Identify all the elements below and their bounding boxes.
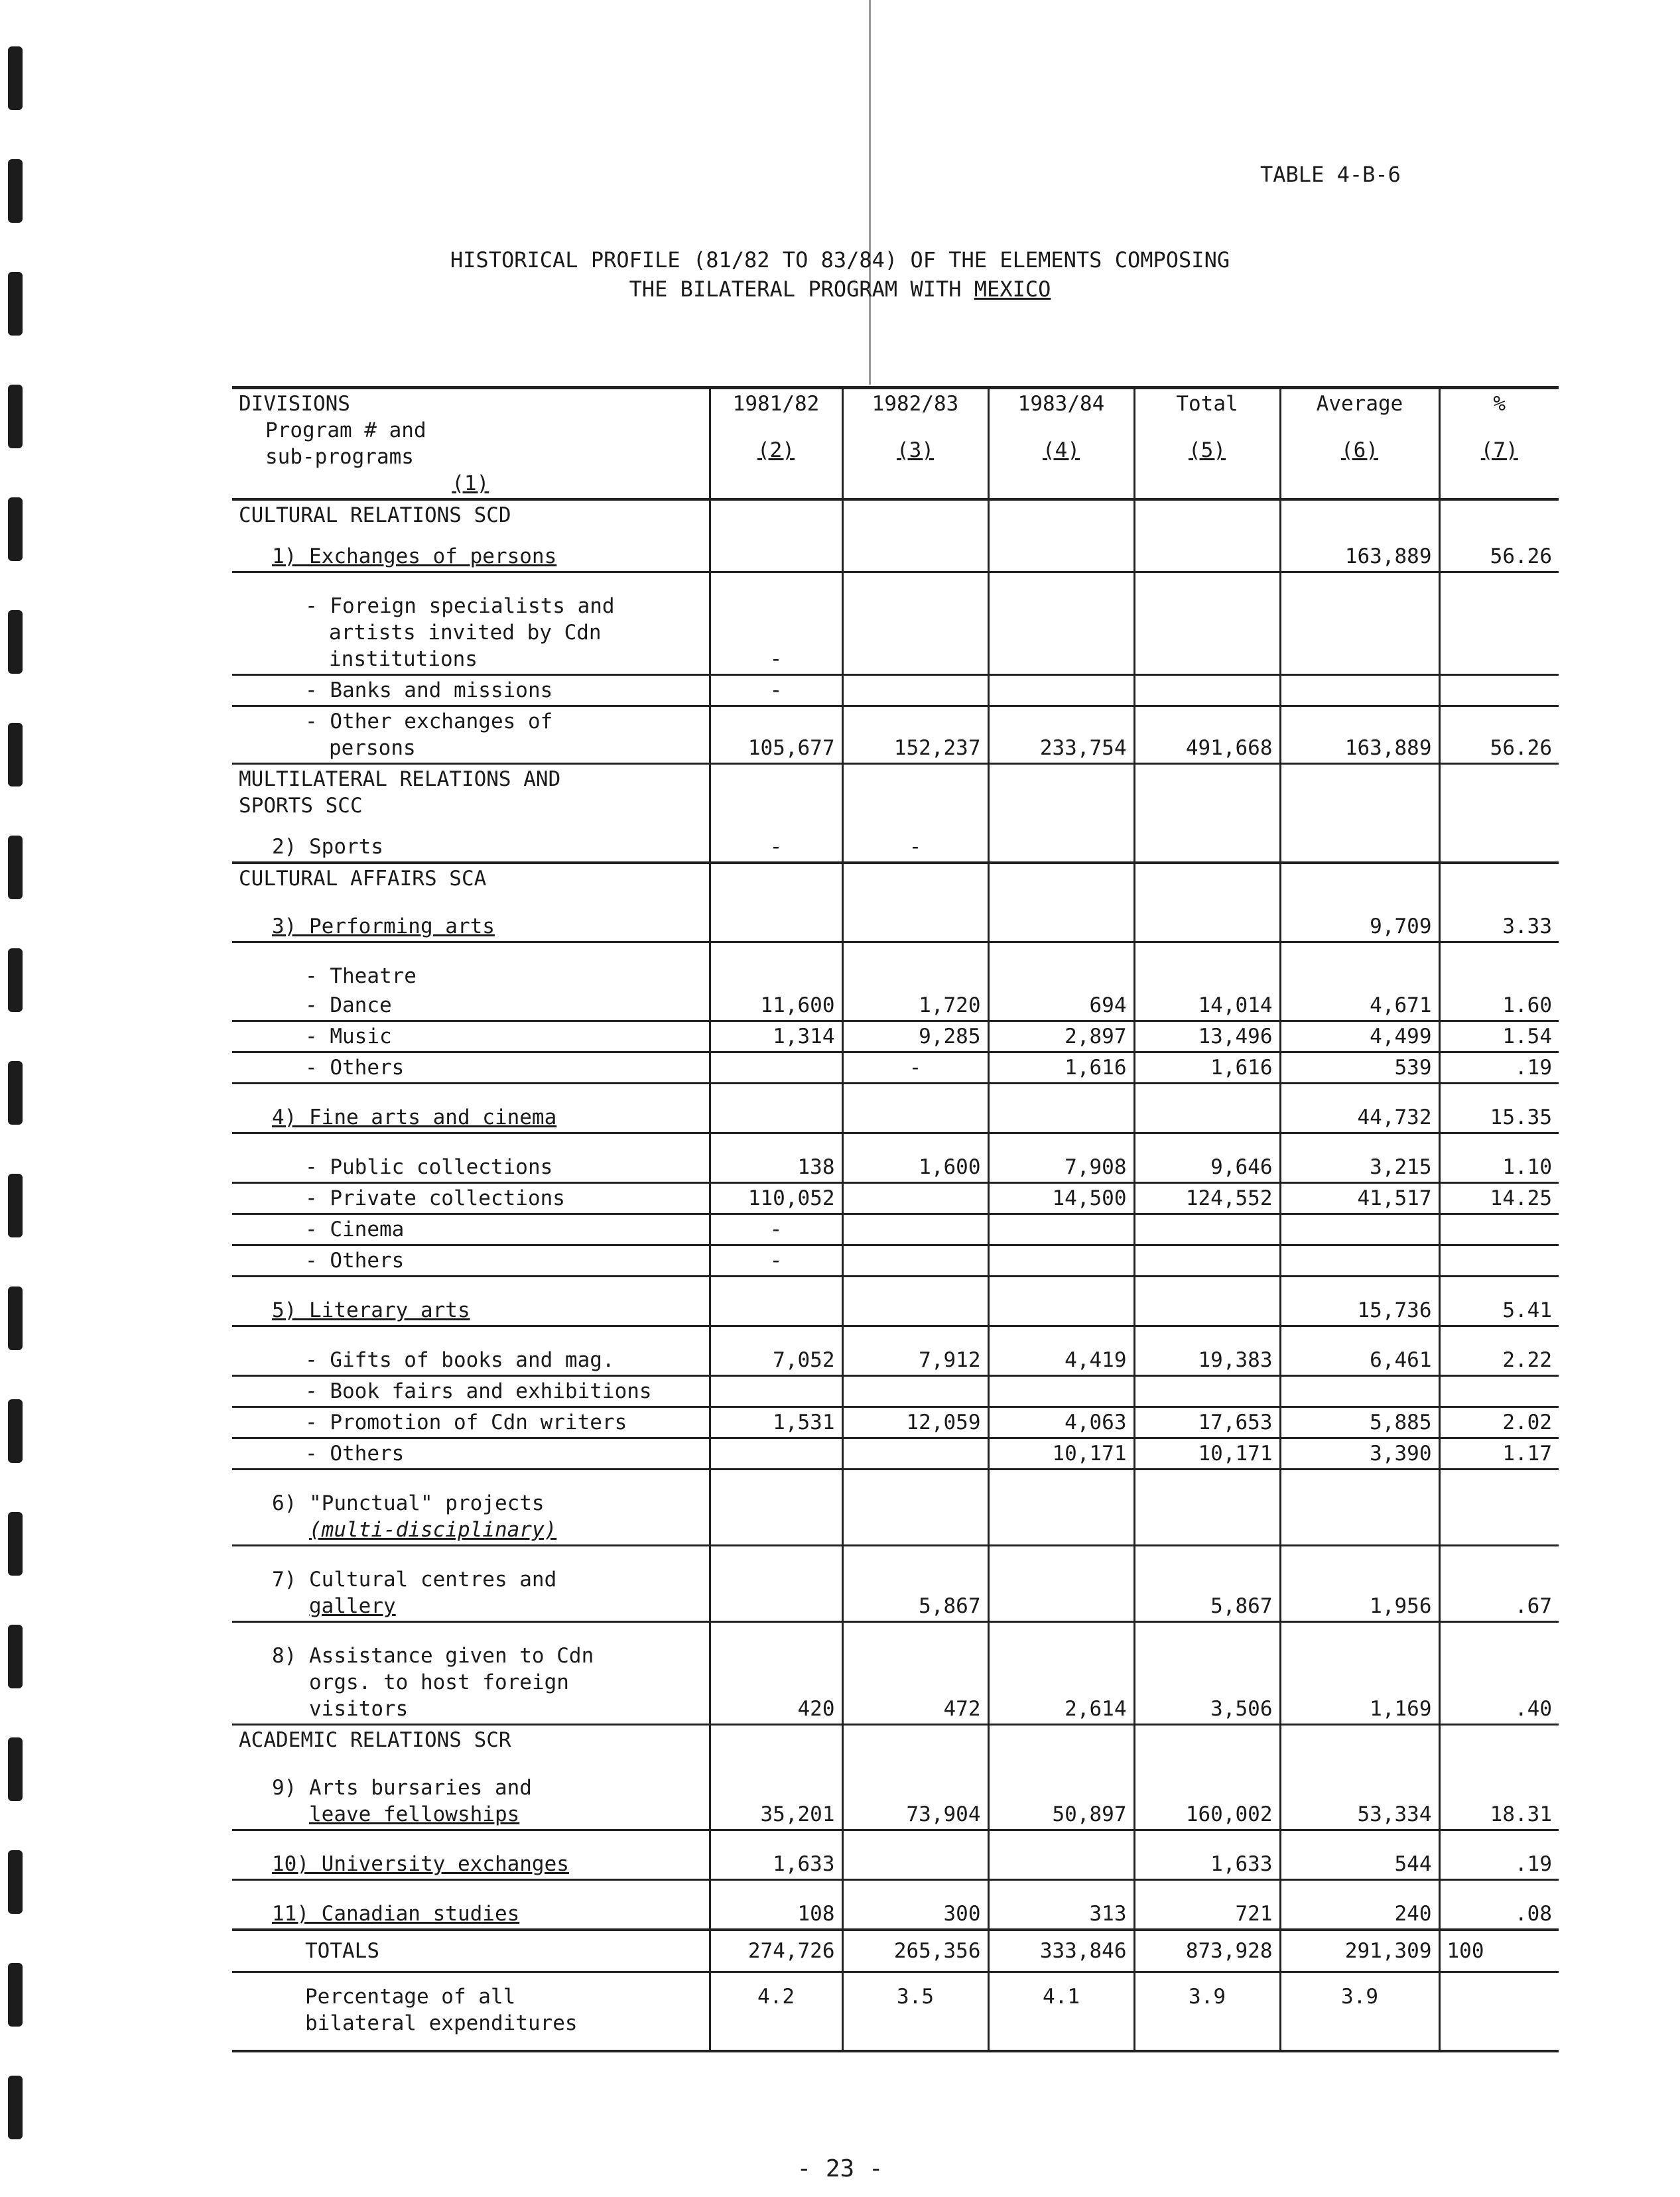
header-col-no-1: (1) xyxy=(452,471,489,495)
cell-average: 3,215 xyxy=(1280,1133,1439,1183)
cell-1981-82: 105,677 xyxy=(710,706,842,764)
binder-hole xyxy=(8,497,23,561)
row-label-line: 8) Assistance given to Cdn xyxy=(272,1644,594,1668)
header-label: 1982/83 xyxy=(872,392,959,416)
cell-1982-83: 3.5 xyxy=(842,1972,988,2052)
cell-1982-83: - xyxy=(842,820,988,863)
binder-hole xyxy=(8,723,23,786)
cell-1981-82: 420 xyxy=(710,1622,842,1725)
cell-1982-83: 1,720 xyxy=(842,991,988,1021)
cell-percent: 18.31 xyxy=(1439,1755,1559,1830)
header-col-no-3: (3) xyxy=(897,438,934,462)
row-label-text: 3) Performing arts xyxy=(272,914,495,938)
row-label xyxy=(232,1880,710,1930)
cell-1981-82: - xyxy=(710,1245,842,1277)
table-row-fine-arts-others xyxy=(232,1245,1559,1277)
row-label-line: bilateral expenditures xyxy=(305,2011,578,2035)
cell-1981-82: 138 xyxy=(710,1133,842,1183)
row-label xyxy=(232,893,710,942)
cell-1983-84: 2,614 xyxy=(988,1622,1134,1725)
page-title xyxy=(0,245,1680,304)
cell-average: 6,461 xyxy=(1280,1326,1439,1376)
cell-average: 291,309 xyxy=(1280,1930,1439,1972)
row-label: - Promotion of Cdn writers xyxy=(232,1407,710,1438)
table-row-punctual-projects xyxy=(232,1470,1559,1546)
cell-percent: .19 xyxy=(1439,1052,1559,1084)
cell-total: 9,646 xyxy=(1134,1133,1280,1183)
cell-1983-84: 2,897 xyxy=(988,1021,1134,1052)
row-label-line: artists invited by Cdn xyxy=(329,621,602,645)
title-line-2-text: THE BILATERAL PROGRAM WITH xyxy=(629,277,974,302)
header-total xyxy=(1134,388,1280,500)
section-label: CULTURAL RELATIONS SCD xyxy=(232,499,710,530)
cell-1981-82: 11,600 xyxy=(710,991,842,1021)
row-label: - Others xyxy=(232,1245,710,1277)
row-label xyxy=(232,1546,710,1622)
binder-hole xyxy=(8,1963,23,2027)
header-label: Total xyxy=(1176,392,1238,416)
header-col-no-4: (4) xyxy=(1043,438,1080,462)
cell-1983-84: 694 xyxy=(988,991,1134,1021)
table-row-banks-and-missions xyxy=(232,675,1559,706)
cell-percent: 56.26 xyxy=(1439,706,1559,764)
table-row-sports xyxy=(232,820,1559,863)
cell-average: 44,732 xyxy=(1280,1084,1439,1133)
header-1982-83 xyxy=(842,388,988,500)
row-label-line: Percentage of all xyxy=(305,1985,516,2009)
cell-percent: 1.54 xyxy=(1439,1021,1559,1052)
cell-average: 240 xyxy=(1280,1880,1439,1930)
header-label: 1983/84 xyxy=(1017,392,1105,416)
table-row-fine-arts xyxy=(232,1084,1559,1133)
binder-hole xyxy=(8,1061,23,1125)
row-label xyxy=(232,1622,710,1725)
cell-1981-82: 108 xyxy=(710,1880,842,1930)
header-divisions-line3: sub-programs xyxy=(265,445,414,469)
cell-total: 19,383 xyxy=(1134,1326,1280,1376)
cell-percent: 1.10 xyxy=(1439,1133,1559,1183)
cell-total: 1,616 xyxy=(1134,1052,1280,1084)
row-label-text: 11) Canadian studies xyxy=(272,1902,520,1926)
cell-1982-83: 5,867 xyxy=(842,1546,988,1622)
row-label-line: persons xyxy=(329,736,416,760)
cell-percent: .08 xyxy=(1439,1880,1559,1930)
header-label: 1981/82 xyxy=(732,392,820,416)
cell-percent: .19 xyxy=(1439,1830,1559,1880)
row-label-line: gallery xyxy=(309,1594,396,1618)
cell-total: 10,171 xyxy=(1134,1438,1280,1470)
header-col-no-6: (6) xyxy=(1341,438,1378,462)
table-row-assistance xyxy=(232,1622,1559,1725)
header-col-no-2: (2) xyxy=(757,438,795,462)
cell-1982-83: 73,904 xyxy=(842,1755,988,1830)
header-average xyxy=(1280,388,1439,500)
cell-percent: 100 xyxy=(1439,1930,1559,1972)
cell-average: 15,736 xyxy=(1280,1277,1439,1326)
row-label: TOTALS xyxy=(232,1930,710,1972)
title-country: MEXICO xyxy=(974,277,1051,302)
binder-hole xyxy=(8,385,23,448)
binder-hole xyxy=(8,836,23,899)
cell-average: 41,517 xyxy=(1280,1183,1439,1214)
cell-total: 491,668 xyxy=(1134,706,1280,764)
cell-average: 3,390 xyxy=(1280,1438,1439,1470)
cell-average: 53,334 xyxy=(1280,1755,1439,1830)
header-label: Average xyxy=(1316,392,1403,416)
row-label xyxy=(232,1470,710,1546)
cell-1981-82: 4.2 xyxy=(710,1972,842,2052)
profile-table-wrapper xyxy=(232,386,1559,2052)
binder-hole xyxy=(8,948,23,1012)
binder-hole xyxy=(8,2076,23,2139)
cell-1983-84: 50,897 xyxy=(988,1755,1134,1830)
binder-hole xyxy=(8,1850,23,1914)
cell-total: 124,552 xyxy=(1134,1183,1280,1214)
row-label: - Banks and missions xyxy=(232,675,710,706)
page-number: - 23 - xyxy=(797,2155,883,2182)
row-label: - Private collections xyxy=(232,1183,710,1214)
table-row-public-collections xyxy=(232,1133,1559,1183)
cell-1981-82: - xyxy=(710,572,842,675)
cell-1982-83: 1,600 xyxy=(842,1133,988,1183)
row-label xyxy=(232,1972,710,2052)
cell-total: 3,506 xyxy=(1134,1622,1280,1725)
table-row-other-exchanges xyxy=(232,706,1559,764)
cell-1981-82: 1,314 xyxy=(710,1021,842,1052)
cell-1982-83: 9,285 xyxy=(842,1021,988,1052)
section-label-line: MULTILATERAL RELATIONS AND xyxy=(239,767,561,791)
profile-table xyxy=(232,386,1559,2052)
cell-1982-83: 265,356 xyxy=(842,1930,988,1972)
cell-1982-83: 7,912 xyxy=(842,1326,988,1376)
cell-1982-83: 300 xyxy=(842,1880,988,1930)
cell-total: 5,867 xyxy=(1134,1546,1280,1622)
cell-1981-82: - xyxy=(710,1214,842,1245)
cell-average: 163,889 xyxy=(1280,706,1439,764)
row-label-text: 4) Fine arts and cinema xyxy=(272,1105,557,1129)
row-label-line: (multi-disciplinary) xyxy=(309,1518,557,1542)
cell-1981-82: - xyxy=(710,820,842,863)
cell-percent: 15.35 xyxy=(1439,1084,1559,1133)
cell-total: 17,653 xyxy=(1134,1407,1280,1438)
row-label xyxy=(232,706,710,764)
binder-hole xyxy=(8,1512,23,1576)
cell-total: 13,496 xyxy=(1134,1021,1280,1052)
cell-total: 14,014 xyxy=(1134,991,1280,1021)
table-row-dance xyxy=(232,991,1559,1021)
table-row-literary-others xyxy=(232,1438,1559,1470)
header-row xyxy=(232,388,1559,500)
section-label: ACADEMIC RELATIONS SCR xyxy=(232,1725,710,1755)
header-divisions-line1: DIVISIONS xyxy=(239,392,350,416)
row-label xyxy=(232,1830,710,1880)
header-1983-84 xyxy=(988,388,1134,500)
cell-average: 539 xyxy=(1280,1052,1439,1084)
cell-percent: 2.02 xyxy=(1439,1407,1559,1438)
cell-percent: 14.25 xyxy=(1439,1183,1559,1214)
binder-hole xyxy=(8,1174,23,1237)
cell-average: 9,709 xyxy=(1280,893,1439,942)
cell-average: 5,885 xyxy=(1280,1407,1439,1438)
table-row-gifts-of-books xyxy=(232,1326,1559,1376)
cell-average: 4,499 xyxy=(1280,1021,1439,1052)
row-label-line: leave fellowships xyxy=(309,1802,520,1826)
cell-1983-84: 313 xyxy=(988,1880,1134,1930)
section-row-multilateral-relations xyxy=(232,764,1559,821)
cell-1981-82: 1,531 xyxy=(710,1407,842,1438)
fold-line xyxy=(869,0,871,385)
row-label: - Others xyxy=(232,1052,710,1084)
row-label: - Gifts of books and mag. xyxy=(232,1326,710,1376)
table-row-totals xyxy=(232,1930,1559,1972)
row-label-text: 1) Exchanges of persons xyxy=(272,544,557,568)
cell-1983-84: 1,616 xyxy=(988,1052,1134,1084)
cell-total: 3.9 xyxy=(1134,1972,1280,2052)
row-label xyxy=(232,530,710,572)
section-row-academic-relations xyxy=(232,1725,1559,1755)
cell-1982-83: - xyxy=(842,1052,988,1084)
row-label: - Dance xyxy=(232,991,710,1021)
cell-percent: .67 xyxy=(1439,1546,1559,1622)
header-divisions xyxy=(232,388,710,500)
cell-1981-82: - xyxy=(710,675,842,706)
row-label: - Theatre xyxy=(232,942,710,991)
cell-1983-84: 4,419 xyxy=(988,1326,1134,1376)
cell-percent: 1.60 xyxy=(1439,991,1559,1021)
cell-1983-84: 233,754 xyxy=(988,706,1134,764)
cell-average: 1,956 xyxy=(1280,1546,1439,1622)
cell-percent: 1.17 xyxy=(1439,1438,1559,1470)
cell-1981-82: 35,201 xyxy=(710,1755,842,1830)
binder-hole xyxy=(8,1287,23,1350)
cell-total: 1,633 xyxy=(1134,1830,1280,1880)
cell-percent: 2.22 xyxy=(1439,1326,1559,1376)
row-label: - Book fairs and exhibitions xyxy=(232,1376,710,1407)
table-row-foreign-specialists xyxy=(232,572,1559,675)
row-label xyxy=(232,572,710,675)
cell-average: 3.9 xyxy=(1280,1972,1439,2052)
cell-percent: 5.41 xyxy=(1439,1277,1559,1326)
table-row-arts-bursaries xyxy=(232,1755,1559,1830)
row-label-line: - Foreign specialists and xyxy=(305,594,615,618)
cell-1982-83: 152,237 xyxy=(842,706,988,764)
table-row-music xyxy=(232,1021,1559,1052)
row-label-line: 7) Cultural centres and xyxy=(272,1568,557,1592)
row-label xyxy=(232,1084,710,1133)
cell-1983-84: 333,846 xyxy=(988,1930,1134,1972)
binder-hole xyxy=(8,1737,23,1801)
section-row-cultural-affairs xyxy=(232,863,1559,893)
row-label-line: 9) Arts bursaries and xyxy=(272,1776,532,1800)
cell-percent: .40 xyxy=(1439,1622,1559,1725)
binder-hole xyxy=(8,1625,23,1688)
row-label-line: visitors xyxy=(309,1697,409,1721)
table-row-cultural-centres xyxy=(232,1546,1559,1622)
row-label-text: 10) University exchanges xyxy=(272,1852,569,1876)
table-row-university-exchanges xyxy=(232,1830,1559,1880)
table-row-theatre xyxy=(232,942,1559,991)
row-label: - Others xyxy=(232,1438,710,1470)
row-label-line: 6) "Punctual" projects xyxy=(272,1491,545,1515)
cell-1982-83: 472 xyxy=(842,1622,988,1725)
cell-average: 544 xyxy=(1280,1830,1439,1880)
cell-total: 721 xyxy=(1134,1880,1280,1930)
table-row-book-fairs xyxy=(232,1376,1559,1407)
cell-percent: 56.26 xyxy=(1439,530,1559,572)
binder-hole xyxy=(8,46,23,110)
header-label: % xyxy=(1493,392,1506,416)
cell-1981-82: 1,633 xyxy=(710,1830,842,1880)
table-id: TABLE 4-B-6 xyxy=(1260,162,1401,187)
cell-total: 873,928 xyxy=(1134,1930,1280,1972)
table-row-literary-arts xyxy=(232,1277,1559,1326)
table-row-promotion-writers xyxy=(232,1407,1559,1438)
table-row-cinema xyxy=(232,1214,1559,1245)
table-row-exchanges-of-persons xyxy=(232,530,1559,572)
table-row-private-collections xyxy=(232,1183,1559,1214)
table-row-performing-arts xyxy=(232,893,1559,942)
header-col-no-5: (5) xyxy=(1189,438,1226,462)
cell-1981-82: 7,052 xyxy=(710,1326,842,1376)
table-row-performing-others xyxy=(232,1052,1559,1084)
binder-hole xyxy=(8,159,23,223)
row-label xyxy=(232,1277,710,1326)
header-percent xyxy=(1439,388,1559,500)
cell-1983-84: 10,171 xyxy=(988,1438,1134,1470)
row-label-line: institutions xyxy=(329,647,478,671)
row-label-line: orgs. to host foreign xyxy=(309,1670,569,1694)
section-row-cultural-relations xyxy=(232,499,1559,530)
row-label-line: - Other exchanges of xyxy=(305,710,553,733)
cell-1981-82: 274,726 xyxy=(710,1930,842,1972)
cell-1983-84: 14,500 xyxy=(988,1183,1134,1214)
row-label: 2) Sports xyxy=(232,820,710,863)
cell-average: 163,889 xyxy=(1280,530,1439,572)
cell-average: 4,671 xyxy=(1280,991,1439,1021)
title-line-1: HISTORICAL PROFILE (81/82 TO 83/84) OF THE ELEMENTS COMPOSING xyxy=(450,247,1230,273)
header-1981-82 xyxy=(710,388,842,500)
row-label xyxy=(232,1755,710,1830)
binder-hole xyxy=(8,1399,23,1463)
section-label-line: SPORTS SCC xyxy=(239,794,363,818)
row-label: - Cinema xyxy=(232,1214,710,1245)
row-label: - Music xyxy=(232,1021,710,1052)
cell-1983-84: 4.1 xyxy=(988,1972,1134,2052)
table-row-canadian-studies xyxy=(232,1880,1559,1930)
row-label-text: 5) Literary arts xyxy=(272,1298,470,1322)
cell-percent: 3.33 xyxy=(1439,893,1559,942)
row-label: - Public collections xyxy=(232,1133,710,1183)
binder-hole xyxy=(8,610,23,674)
cell-total: 160,002 xyxy=(1134,1755,1280,1830)
section-label: CULTURAL AFFAIRS SCA xyxy=(232,863,710,893)
table-row-percentage-bilateral xyxy=(232,1972,1559,2052)
cell-1983-84: 4,063 xyxy=(988,1407,1134,1438)
header-col-no-7: (7) xyxy=(1480,438,1518,462)
title-line-2 xyxy=(0,275,1680,304)
section-label xyxy=(232,764,710,821)
cell-1982-83: 12,059 xyxy=(842,1407,988,1438)
header-divisions-line2: Program # and xyxy=(265,418,426,442)
cell-1981-82: 110,052 xyxy=(710,1183,842,1214)
cell-average: 1,169 xyxy=(1280,1622,1439,1725)
cell-1983-84: 7,908 xyxy=(988,1133,1134,1183)
